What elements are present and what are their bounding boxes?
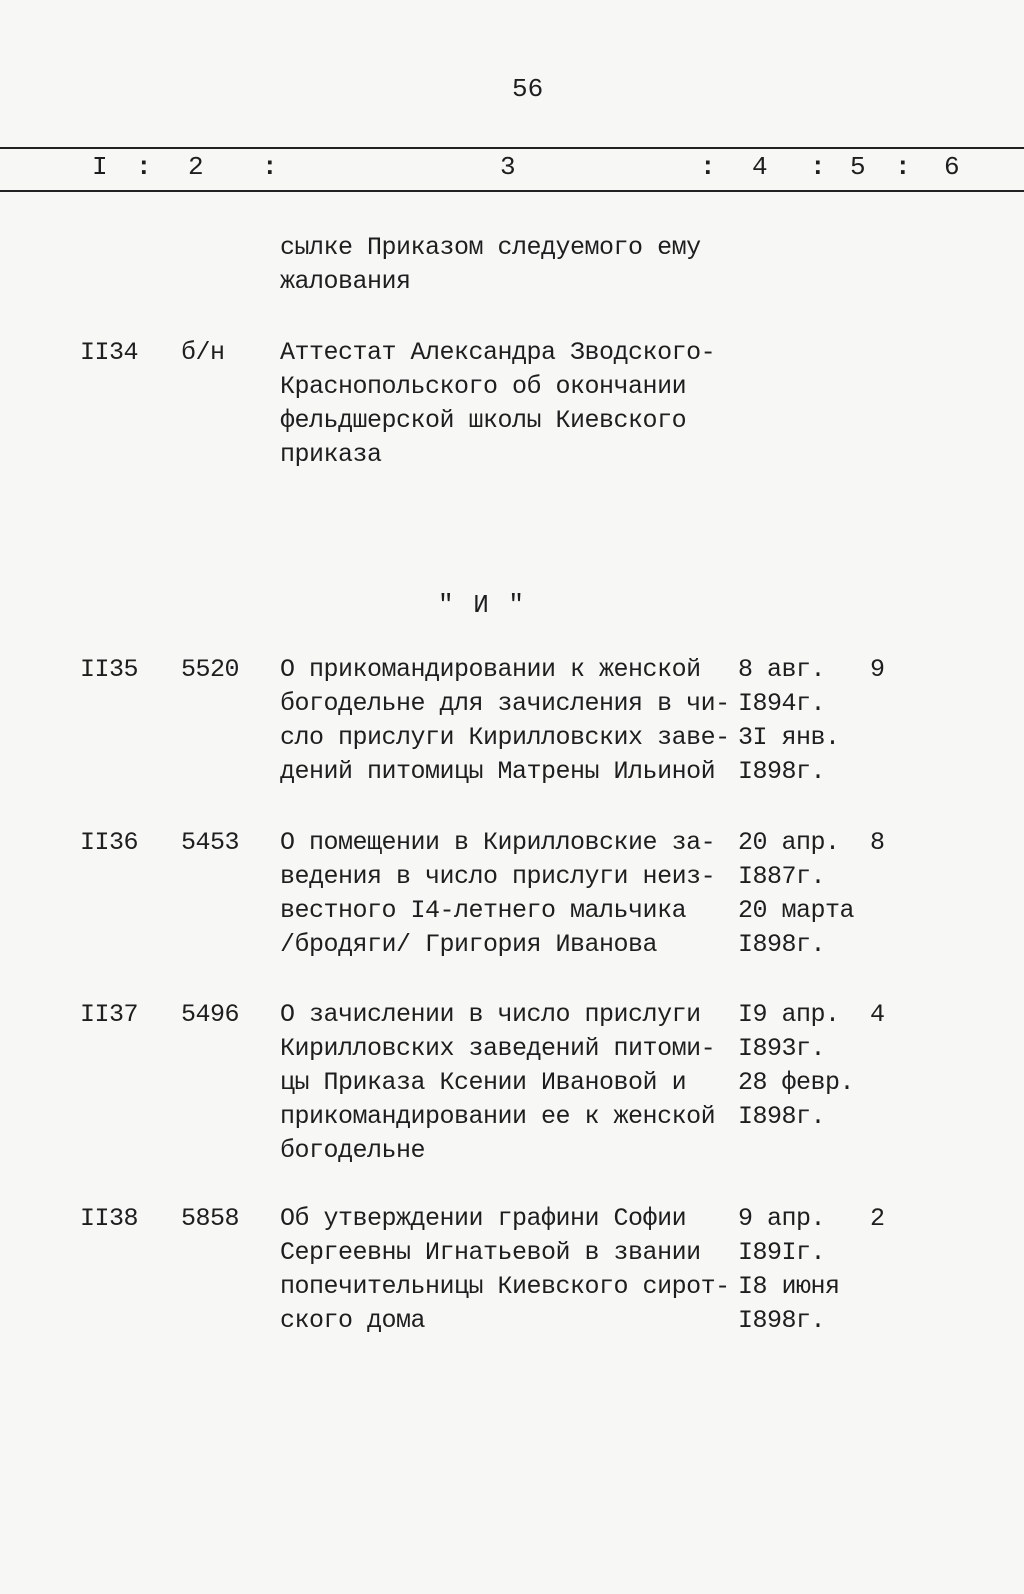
title-line: вестного I4-летнего мальчика xyxy=(280,896,687,925)
header-separator: : xyxy=(810,152,826,182)
record-dates xyxy=(738,826,858,962)
title-line: О зачислении в число прислуги xyxy=(280,1000,701,1029)
title-line: Кирилловских заведений питоми- xyxy=(280,1034,716,1063)
text-line: жалования xyxy=(280,267,411,296)
record-number: II38 xyxy=(80,1204,139,1233)
header-separator: : xyxy=(136,152,152,182)
title-line: Аттестат Александра Зводского- xyxy=(280,338,716,367)
text-line: сылке Приказом следуемого ему xyxy=(280,233,701,262)
title-line: цы Приказа Ксении Ивановой и xyxy=(280,1068,687,1097)
title-line: /бродяги/ Григория Иванова xyxy=(280,930,658,959)
header-bottom-rule xyxy=(0,190,1024,192)
record-code: 5858 xyxy=(181,1204,240,1233)
date-line: 28 февр. xyxy=(738,1068,855,1097)
title-line: сло прислуги Кирилловских заве- xyxy=(280,723,730,752)
record-code: 5520 xyxy=(181,655,240,684)
record-number: II37 xyxy=(80,1000,139,1029)
title-line: Сергеевны Игнатьевой в звании xyxy=(280,1238,701,1267)
header-col-2: 2 xyxy=(188,152,204,182)
date-line: 20 марта xyxy=(738,896,855,925)
record-dates xyxy=(738,998,858,1134)
date-line: I887г. xyxy=(738,862,826,891)
date-line: I9 апр. xyxy=(738,1000,840,1029)
record-sheets: 4 xyxy=(870,1000,885,1029)
date-line: I894г. xyxy=(738,689,826,718)
header-col-4: 4 xyxy=(752,152,768,182)
date-line: I893г. xyxy=(738,1034,826,1063)
date-line: I898г. xyxy=(738,757,826,786)
title-line: О помещении в Кирилловские за- xyxy=(280,828,716,857)
record-title xyxy=(280,826,730,962)
title-line: ведения в число прислуги неиз- xyxy=(280,862,716,891)
continuation-text xyxy=(280,231,730,299)
date-line: I8 июня xyxy=(738,1272,840,1301)
record-title xyxy=(280,336,730,472)
title-line: ского дома xyxy=(280,1306,426,1335)
date-line: 3I янв. xyxy=(738,723,840,752)
header-separator: : xyxy=(895,152,911,182)
record-title xyxy=(280,1202,730,1338)
record-sheets: 2 xyxy=(870,1204,885,1233)
record-code: 5496 xyxy=(181,1000,240,1029)
record-dates xyxy=(738,653,858,789)
record-code: б/н xyxy=(181,338,225,367)
record-title xyxy=(280,998,730,1168)
header-separator: : xyxy=(262,152,278,182)
record-sheets: 9 xyxy=(870,655,885,684)
record-number: II36 xyxy=(80,828,139,857)
header-col-6: 6 xyxy=(944,152,960,182)
header-col-1: I xyxy=(92,152,108,182)
header-col-5: 5 xyxy=(850,152,866,182)
title-line: О прикомандировании к женской xyxy=(280,655,701,684)
record-dates xyxy=(738,1202,858,1338)
page-number: 56 xyxy=(512,74,544,104)
record-title xyxy=(280,653,730,789)
date-line: 9 апр. xyxy=(738,1204,826,1233)
date-line: I898г. xyxy=(738,1102,826,1131)
header-separator: : xyxy=(700,152,716,182)
record-number: II34 xyxy=(80,338,139,367)
date-line: 8 авг. xyxy=(738,655,826,684)
date-line: 20 апр. xyxy=(738,828,840,857)
date-line: I89Iг. xyxy=(738,1238,826,1267)
record-sheets: 8 xyxy=(870,828,885,857)
date-line: I898г. xyxy=(738,1306,826,1335)
date-line: I898г. xyxy=(738,930,826,959)
header-col-3: 3 xyxy=(500,152,516,182)
title-line: фельдшерской школы Киевского xyxy=(280,406,687,435)
section-letter: " И " xyxy=(438,590,527,620)
record-code: 5453 xyxy=(181,828,240,857)
title-line: Краснопольского об окончании xyxy=(280,372,687,401)
title-line: богодельне xyxy=(280,1136,426,1165)
title-line: прикомандировании ее к женской xyxy=(280,1102,716,1131)
title-line: богодельне для зачисления в чи- xyxy=(280,689,730,718)
title-line: дений питомицы Матрены Ильиной xyxy=(280,757,716,786)
header-top-rule xyxy=(0,147,1024,149)
record-number: II35 xyxy=(80,655,139,684)
title-line: приказа xyxy=(280,440,382,469)
title-line: Об утверждении графини Софии xyxy=(280,1204,687,1233)
title-line: попечительницы Киевского сирот- xyxy=(280,1272,730,1301)
